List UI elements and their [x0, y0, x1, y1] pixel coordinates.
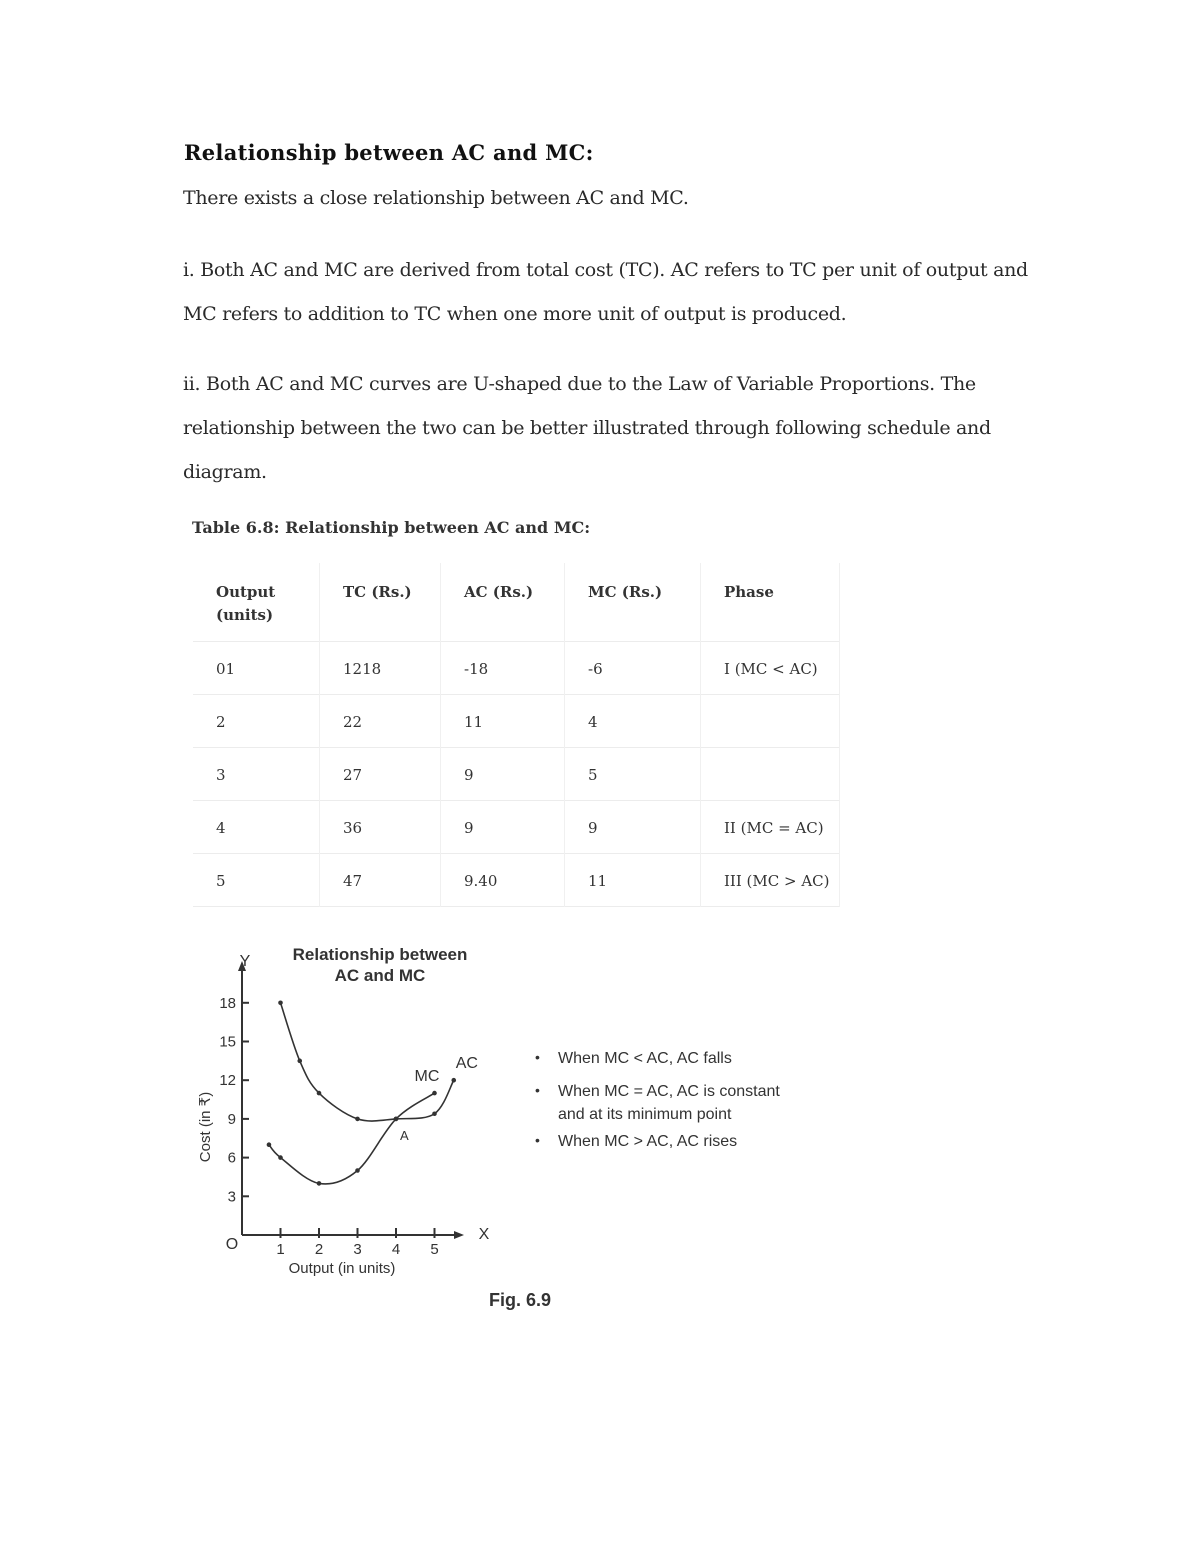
y-tick-label: 12: [219, 1072, 236, 1090]
x-tick-label: 3: [353, 1241, 362, 1258]
intro-paragraph: There exists a close relationship between AC and MC.: [183, 187, 689, 209]
ac-point: [355, 1117, 360, 1122]
point-ii-paragraph: ii. Both AC and MC curves are U-shaped due to the Law of Variable Proportions. The relationship between the two can be better illustrated through following schedule and diagram.: [183, 373, 991, 483]
cell-ac: 11: [441, 695, 565, 748]
y-tick-label: 9: [227, 1110, 236, 1128]
ac-point: [317, 1091, 322, 1096]
y-tick-label: 6: [227, 1149, 236, 1167]
table-header-row: [193, 563, 840, 642]
legend-item-constant: When MC = AC, AC is constant: [558, 1083, 780, 1100]
x-axis-arrow: [454, 1231, 464, 1239]
cell-tc: 27: [320, 748, 441, 801]
header-mc: MC (Rs.): [565, 563, 701, 642]
cell-mc: 11: [565, 854, 701, 907]
y-tick-label: 18: [219, 994, 236, 1012]
legend-bullet: •: [535, 1132, 540, 1148]
cell-mc: 5: [565, 748, 701, 801]
legend-item-falls: When MC < AC, AC falls: [558, 1050, 732, 1067]
y-tick-group: [219, 995, 249, 1206]
mc-curve: [269, 1093, 435, 1184]
y-axis-label: Cost (in ₹): [197, 1091, 214, 1163]
mc-point: [432, 1091, 437, 1096]
figure-6-9: [190, 935, 850, 1329]
point-i-paragraph: i. Both AC and MC are derived from total cost (TC). AC refers to TC per unit of output and MC refers to addition to TC when one more unit of output is produced.: [183, 259, 1028, 325]
cell-mc: 9: [565, 801, 701, 854]
figure-caption: Fig. 6.9: [488, 1290, 552, 1310]
cell-phase: III (MC > AC): [701, 854, 840, 907]
table-row: [193, 854, 840, 907]
cell-phase: [701, 748, 840, 801]
y-axis-letter: Y: [239, 953, 251, 970]
curve-group: [267, 1001, 478, 1186]
table-row: [193, 642, 840, 695]
cell-ac: 9: [441, 748, 565, 801]
cell-ac: 9.40: [441, 854, 565, 907]
cell-ac: 9: [441, 801, 565, 854]
cell-output: 3: [193, 748, 320, 801]
mc-point: [278, 1155, 283, 1160]
x-axis-label: Output (in units): [288, 1260, 396, 1277]
cell-phase: II (MC = AC): [701, 801, 840, 854]
legend-bullet: •: [535, 1049, 540, 1065]
chart-title-line-1: Relationship between: [292, 945, 468, 964]
table-caption: Table 6.8: Relationship between AC and MC:: [192, 518, 591, 537]
mc-point: [317, 1181, 322, 1186]
cell-mc: 4: [565, 695, 701, 748]
page-heading: Relationship between AC and MC:: [184, 140, 594, 165]
x-tick-label: 4: [391, 1241, 401, 1258]
y-tick-label: 15: [219, 1033, 236, 1051]
table-row: [193, 801, 840, 854]
cell-output: 01: [193, 642, 320, 695]
x-tick-label: 1: [276, 1241, 285, 1258]
cell-tc: 47: [320, 854, 441, 907]
x-tick-label: 2: [314, 1241, 324, 1258]
mc-curve-label: MC: [414, 1068, 440, 1086]
header-output: Output (units): [193, 563, 320, 642]
y-tick-label: 3: [227, 1188, 236, 1206]
legend-item-rises: When MC > AC, AC rises: [558, 1133, 738, 1150]
ac-curve: [281, 1003, 454, 1121]
table-row: [193, 748, 840, 801]
cost-schedule-table: [193, 563, 840, 907]
mc-point: [394, 1117, 399, 1122]
cell-output: 2: [193, 695, 320, 748]
x-axis-letter: X: [478, 1226, 490, 1243]
cell-output: 5: [193, 854, 320, 907]
cell-tc: 36: [320, 801, 441, 854]
legend-bullet: •: [535, 1082, 540, 1098]
header-ac: AC (Rs.): [441, 563, 565, 642]
header-phase: Phase: [701, 563, 840, 642]
intersection-point-label: A: [400, 1128, 409, 1143]
ac-point: [278, 1001, 283, 1006]
chart-title-line-2: AC and MC: [334, 966, 426, 985]
cell-tc: 22: [320, 695, 441, 748]
ac-curve-label: AC: [455, 1055, 478, 1073]
legend-item-constant-cont: and at its minimum point: [558, 1106, 732, 1123]
origin-label: O: [225, 1236, 239, 1253]
x-tick-label: 5: [430, 1241, 439, 1258]
cell-phase: I (MC < AC): [701, 642, 840, 695]
cell-tc: 1218: [320, 642, 441, 695]
ac-mc-chart: [190, 935, 850, 1325]
header-tc: TC (Rs.): [320, 563, 441, 642]
cell-mc: -6: [565, 642, 701, 695]
cell-phase: [701, 695, 840, 748]
mc-point: [355, 1168, 360, 1173]
table-row: [193, 695, 840, 748]
cell-output: 4: [193, 801, 320, 854]
ac-point: [451, 1078, 456, 1083]
x-tick-group: [276, 1228, 438, 1258]
cell-ac: -18: [441, 642, 565, 695]
mc-point: [267, 1142, 272, 1147]
ac-point: [432, 1111, 437, 1116]
ac-point: [297, 1059, 302, 1064]
